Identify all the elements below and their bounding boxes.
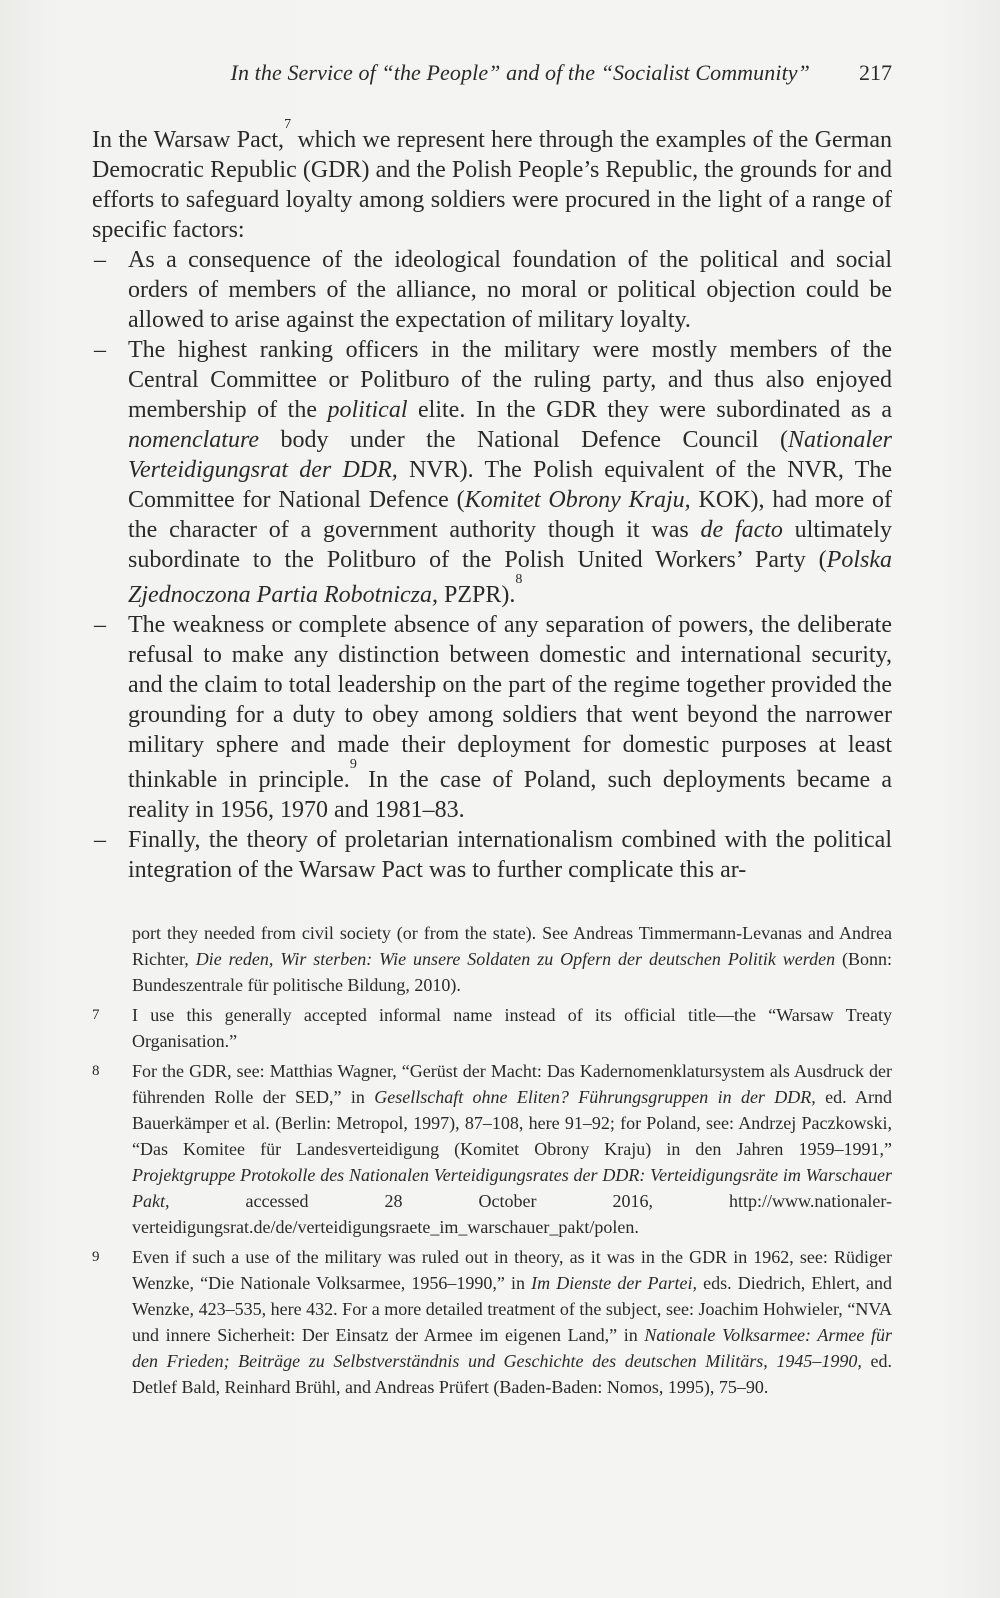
italic-text: Polska Zjednoczona Partia Robotnicza,	[128, 547, 892, 608]
italic-text: Projektgruppe Protokolle des Nationalen Verteidigungsrates der DDR: Verteidigungsräte im Warschauer Pakt,	[132, 1165, 892, 1211]
list-item	[92, 245, 892, 335]
italic-text: Komitet Obrony Kraju,	[464, 487, 691, 513]
intro-text-end: which we represent here through the examples of the German Democratic Republic (GDR) and the Polish People’s Republic, the grounds for and efforts to safeguard loyalty among soldiers were procured in the light of a range of specific factors:	[92, 127, 893, 243]
list-item-text: KOK), had more of the character of a government authority though it was	[128, 487, 892, 543]
footnote-number: 8	[92, 1063, 100, 1079]
footnote-7	[92, 1002, 892, 1054]
list-item	[92, 610, 892, 825]
footnote-text: ed. Detlef Bald, Reinhard Brühl, and Andreas Prüfert (Baden-Baden: Nomos, 1995), 75–90.	[132, 1351, 892, 1397]
list-dash: –	[94, 827, 106, 853]
footnote-text: Even if such a use of the military was ruled out in theory, as it was in the GDR in 1962, see: Rüdiger Wenzke, “Die Nationale Volksarmee, 1956–1990,” in	[132, 1247, 892, 1293]
list-item-text: PZPR).	[437, 582, 516, 608]
italic-text: Gesellschaft ohne Eliten? Führungsgruppen in der DDR,	[374, 1087, 816, 1107]
list-item-text: NVR). The Polish equivalent of the NVR, The Committee for National Defence (	[128, 457, 893, 513]
italic-text: Die reden, Wir sterben: Wie unsere Soldaten zu Opfern der deutschen Politik werden	[195, 949, 836, 969]
list-item-text: The highest ranking officers in the military were mostly members of the Central Committee or Politburo of the ruling party, and thus also enjoyed membership of the	[128, 337, 892, 423]
list-item	[92, 335, 892, 610]
list-item-text: Finally, the theory of proletarian internationalism combined with the political integration of the Warsaw Pact was to further complicate this ar-	[128, 827, 892, 883]
italic-text: political	[327, 397, 408, 423]
list-item-text: The weakness or complete absence of any separation of powers, the deliberate refusal to make any distinction between domestic and international security, and the claim to total leadership on the part of the regime together provided the grounding for a duty to obey among soldiers that went beyond the narrower military sphere and made their deployment for domestic purposes at least thinkable in principle.	[128, 612, 892, 793]
intro-paragraph	[92, 117, 893, 245]
italic-text: Nationale Volksarmee: Armee für den Frieden; Beiträge zu Selbstverständnis und Geschichte des deutschen Militärs, 1945–1990,	[132, 1325, 892, 1371]
factor-list	[92, 245, 892, 885]
footnote-text: For the GDR, see: Matthias Wagner, “Gerüst der Macht: Das Kadernomenklatursystem als Ausdruck der führenden Rolle der SED,” in	[132, 1061, 892, 1107]
footnote-text: port they needed from civil society (or from the state). See Andreas Timmermann-Levanas and Andrea Richter,	[132, 923, 892, 969]
footnote-8	[92, 1058, 892, 1240]
list-item-text: elite. In the GDR they were subordinated as a	[407, 397, 892, 423]
footnote-text: I use this generally accepted informal name instead of its official title—the “Warsaw Treaty Organisation.”	[132, 1005, 892, 1051]
italic-text: Nationaler Verteidigungsrat der DDR,	[128, 427, 892, 483]
list-item-text: ultimately subordinate to the Politburo of the Polish United Workers’ Party (	[128, 517, 892, 573]
footnote-continuation	[92, 920, 892, 998]
footnote-ref-9[interactable]: 9	[349, 757, 357, 772]
page-header	[0, 60, 892, 94]
list-dash: –	[94, 337, 106, 363]
footnote-text: eds. Diedrich, Ehlert, and Wenzke, 423–535, here 432. For a more detailed treatment of the subject, see: Joachim Hohwieler, “NVA und innere Sicherheit: Der Einsatz der Armee im eigenen Land,” in	[132, 1273, 893, 1345]
footnote-text: (Bonn: Bundeszentrale für politische Bildung, 2010).	[132, 949, 892, 995]
footnote-number: 9	[92, 1249, 100, 1265]
list-dash: –	[94, 247, 106, 273]
footnotes	[92, 920, 892, 1404]
main-text	[92, 117, 893, 885]
footnote-text: accessed 28 October 2016, http://www.nationaler-verteidigungsrat.de/de/verteidigungsraete_im_warschauer_pakt/polen.	[132, 1191, 892, 1237]
list-item-text: In the case of Poland, such deployments became a reality in 1956, 1970 and 1981–83.	[128, 767, 893, 823]
footnote-ref-8[interactable]: 8	[515, 572, 523, 587]
italic-text: nomenclature	[128, 427, 260, 453]
footnote-ref-7[interactable]: 7	[284, 117, 292, 132]
footnote-text: ed. Arnd Bauerkämper et al. (Berlin: Metropol, 1997), 87–108, here 91–92; for Poland, see: Andrzej Paczkowski, “Das Komitee für Landesverteidigung (Komitet Obrony Kraju) in den Jahren 1959–1991,”	[132, 1087, 892, 1159]
footnote-number: 7	[92, 1007, 100, 1023]
page-number: 217	[859, 60, 892, 85]
running-head: In the Service of “the People” and of the “Socialist Community”	[230, 60, 810, 85]
footnote-9	[92, 1244, 892, 1400]
list-dash: –	[94, 612, 106, 638]
intro-text-start: In the Warsaw Pact,	[92, 127, 285, 153]
italic-text: Im Dienste der Partei,	[531, 1273, 698, 1293]
list-item-text: As a consequence of the ideological foundation of the political and social orders of members of the alliance, no moral or political objection could be allowed to arise against the expectation of military loyalty.	[128, 247, 892, 333]
italic-text: de facto	[700, 517, 783, 543]
list-item	[92, 825, 892, 885]
list-item-text: body under the National Defence Council (	[259, 427, 788, 453]
